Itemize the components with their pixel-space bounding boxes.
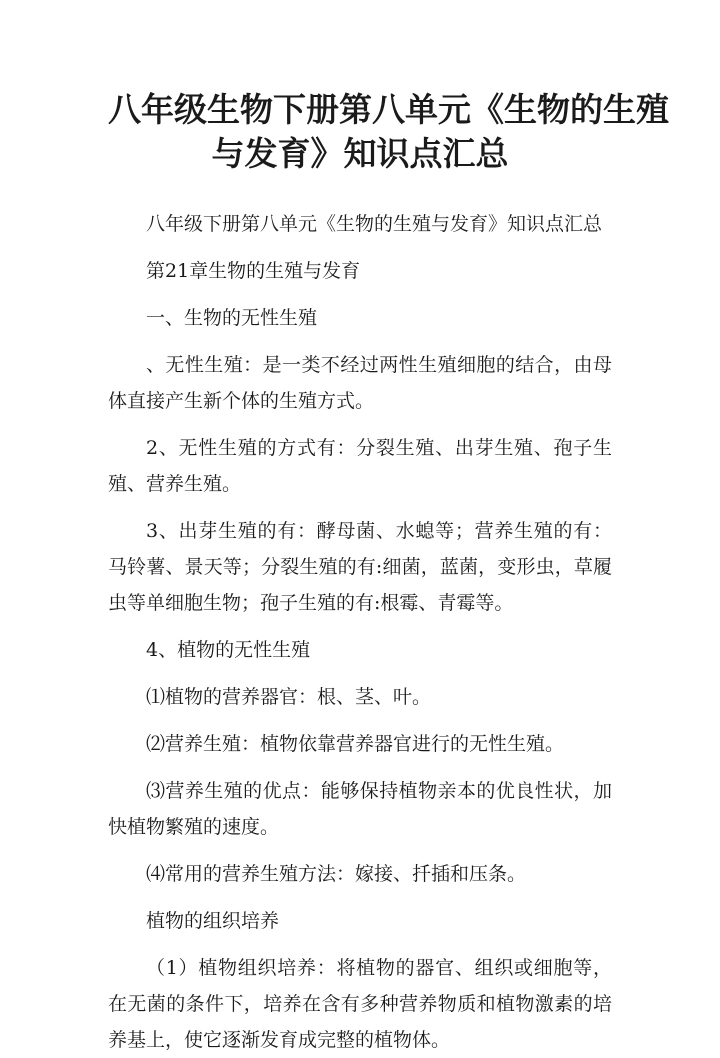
section-heading-plant-asexual: 4、植物的无性生殖 — [146, 639, 311, 661]
paragraph-vegetative-advantages: ⑶营养生殖的优点：能够保持植物亲本的优良性状，加快植物繁殖的速度。 — [108, 780, 612, 838]
title-line-1: 八年级生物下册第八单元《生物的生殖 — [108, 90, 669, 129]
section-heading-tissue-culture: 植物的组织培养 — [146, 910, 280, 932]
paragraph-asexual-methods: 2、无性生殖的方式有：分裂生殖、出芽生殖、孢子生殖、营养生殖。 — [108, 437, 612, 495]
paragraph-tissue-culture-definition: （1）植物组织培养：将植物的器官、组织或细胞等，在无菌的条件下，培养在含有多种营养物质和植物激素的培养基上，使它逐渐发育成完整的植物体。 — [108, 957, 612, 1051]
chapter-heading: 第21章生物的生殖与发育 — [146, 260, 361, 282]
paragraph-asexual-examples: 3、出芽生殖的有：酵母菌、水螅等；营养生殖的有：马铃薯、景天等；分裂生殖的有:细菌，蓝菌，变形虫，草履虫等单细胞生物；孢子生殖的有:根霉、青霉等。 — [108, 520, 612, 614]
paragraph-vegetative-methods: ⑷常用的营养生殖方法：嫁接、扦插和压条。 — [146, 863, 527, 885]
paragraph-vegetative-reproduction: ⑵营养生殖：植物依靠营养器官进行的无性生殖。 — [146, 733, 565, 755]
paragraph-asexual-definition: 、无性生殖：是一类不经过两性生殖细胞的结合，由母体直接产生新个体的生殖方式。 — [108, 354, 612, 412]
section-heading-asexual: 一、生物的无性生殖 — [146, 307, 318, 329]
intro-paragraph: 八年级下册第八单元《生物的生殖与发育》知识点汇总 — [146, 213, 603, 235]
paragraph-vegetative-organs: ⑴植物的营养器官：根、茎、叶。 — [146, 686, 432, 708]
document-title — [108, 88, 669, 176]
title-line-2: 与发育》知识点汇总 — [211, 134, 509, 173]
